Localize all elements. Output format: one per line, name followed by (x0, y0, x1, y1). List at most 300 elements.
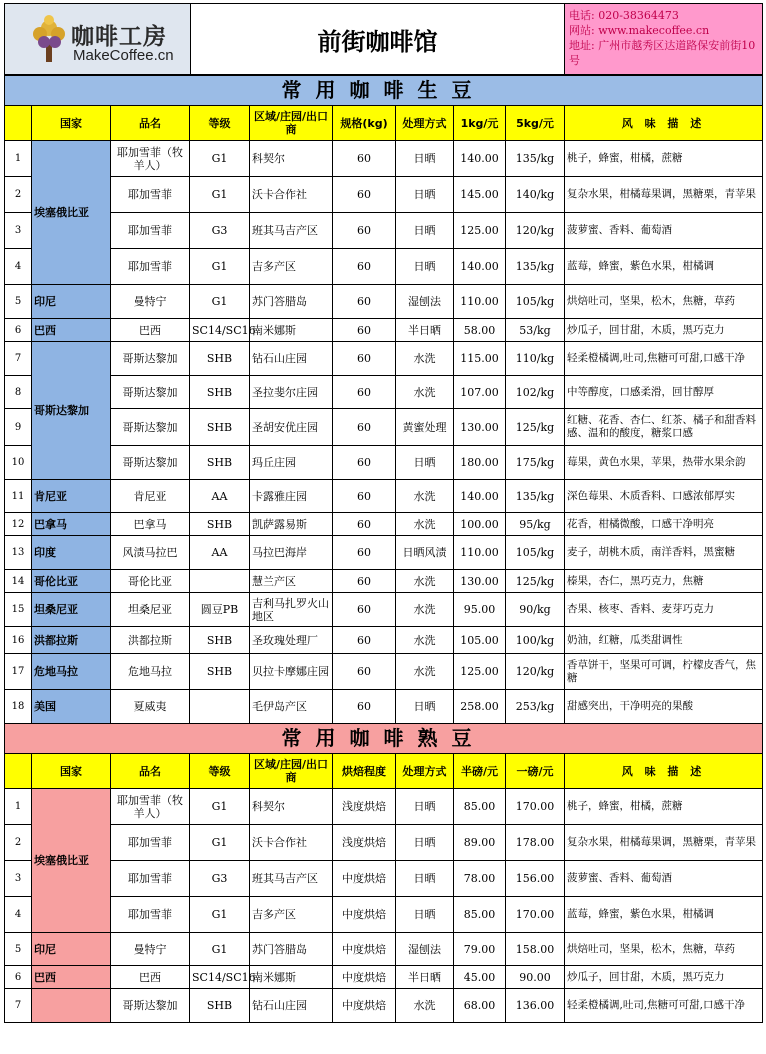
country-cell: 巴西 (32, 966, 111, 989)
product-name: 巴拿马 (111, 513, 190, 536)
product-name: 耶加雪菲 (111, 825, 190, 861)
origin: 吉利马扎罗火山地区 (250, 593, 333, 627)
origin: 毛伊岛产区 (250, 690, 333, 724)
flavor-description: 复杂水果，柑橘莓果调，黑糖栗，青苹果 (565, 825, 763, 861)
product-name: 耶加雪菲（牧羊人） (111, 789, 190, 825)
column-header: 烘焙程度 (333, 754, 396, 789)
flavor-description: 杏果、核枣、香料、麦芽巧克力 (565, 593, 763, 627)
product-name: 哥斯达黎加 (111, 989, 190, 1023)
origin: 马拉巴海岸 (250, 536, 333, 570)
price-sheet (4, 3, 763, 1023)
spec: 60 (333, 249, 396, 285)
table-row (5, 319, 763, 342)
row-number: 12 (5, 513, 32, 536)
phone: 电话: 020-38364473 (569, 9, 679, 22)
table-row (5, 513, 763, 536)
process: 日晒 (396, 897, 454, 933)
product-name: 耶加雪菲（牧羊人） (111, 141, 190, 177)
spec: 60 (333, 177, 396, 213)
row-number: 11 (5, 480, 32, 513)
price-2: 156.00 (506, 861, 565, 897)
grade: G3 (190, 213, 250, 249)
grade: G1 (190, 141, 250, 177)
column-header: 半磅/元 (454, 754, 506, 789)
product-name: 耶加雪菲 (111, 177, 190, 213)
price-1: 95.00 (454, 593, 506, 627)
price-2: 135/kg (506, 480, 565, 513)
price-1: 145.00 (454, 177, 506, 213)
spec: 60 (333, 690, 396, 724)
row-number: 7 (5, 342, 32, 376)
table-row (5, 593, 763, 627)
product-name: 危地马拉 (111, 654, 190, 690)
flavor-description: 桃子，蜂蜜，柑橘，蔗糖 (565, 141, 763, 177)
address: 地址: 广州市越秀区达道路保安前街10号 (569, 39, 756, 67)
table-row (5, 376, 763, 409)
contact-box (565, 4, 762, 74)
country-cell: 肯尼亚 (32, 480, 111, 513)
flavor-description: 红糖、花香、杏仁、红茶、橘子和甜香料感、温和的酸度，糖浆口感 (565, 409, 763, 446)
price-2: 90/kg (506, 593, 565, 627)
table-row (5, 933, 763, 966)
grade: SHB (190, 409, 250, 446)
process: 水洗 (396, 593, 454, 627)
grade: G1 (190, 825, 250, 861)
section-title: 常用咖啡熟豆 (5, 724, 763, 754)
flavor-description: 莓果，黄色水果，苹果，热带水果余韵 (565, 446, 763, 480)
price-1: 130.00 (454, 570, 506, 593)
origin: 凯萨露易斯 (250, 513, 333, 536)
process: 日晒 (396, 446, 454, 480)
origin: 圣玫瑰处理厂 (250, 627, 333, 654)
spec: 60 (333, 480, 396, 513)
row-number: 7 (5, 989, 32, 1023)
process: 日晒 (396, 141, 454, 177)
price-2: 125/kg (506, 409, 565, 446)
column-header-row (5, 106, 763, 141)
process: 湿刨法 (396, 285, 454, 319)
country-cell: 哥伦比亚 (32, 570, 111, 593)
country-cell: 洪都拉斯 (32, 627, 111, 654)
price-1: 45.00 (454, 966, 506, 989)
product-name: 耶加雪菲 (111, 861, 190, 897)
flavor-description: 炒瓜子，回甘甜，木质，黑巧克力 (565, 319, 763, 342)
row-number: 6 (5, 319, 32, 342)
product-name: 哥斯达黎加 (111, 376, 190, 409)
spec: 中度烘焙 (333, 861, 396, 897)
price-1: 140.00 (454, 141, 506, 177)
spec: 60 (333, 409, 396, 446)
price-2: 178.00 (506, 825, 565, 861)
flavor-description: 香草饼干，坚果可可调，柠檬皮香气，焦糖 (565, 654, 763, 690)
spec: 60 (333, 285, 396, 319)
price-1: 140.00 (454, 480, 506, 513)
flavor-description: 菠萝蜜、香料、葡萄酒 (565, 213, 763, 249)
price-1: 78.00 (454, 861, 506, 897)
process: 日晒 (396, 861, 454, 897)
flavor-description: 花香，柑橘微酸，口感干净明亮 (565, 513, 763, 536)
flavor-description: 复杂水果，柑橘莓果调，黑糖栗，青苹果 (565, 177, 763, 213)
flavor-description: 轻柔橙橘调,吐司,焦糖可可甜,口感干净 (565, 342, 763, 376)
column-header: 国家 (32, 106, 111, 141)
grade: SHB (190, 446, 250, 480)
origin: 科契尔 (250, 141, 333, 177)
table-row (5, 480, 763, 513)
spec: 60 (333, 319, 396, 342)
grade: G1 (190, 249, 250, 285)
row-number: 8 (5, 376, 32, 409)
grade: SHB (190, 654, 250, 690)
process: 水洗 (396, 654, 454, 690)
row-number: 5 (5, 285, 32, 319)
price-1: 58.00 (454, 319, 506, 342)
grade: SC14/SC16 (190, 966, 250, 989)
country-cell: 埃塞俄比亚 (32, 141, 111, 285)
column-header-row (5, 754, 763, 789)
process: 日晒 (396, 213, 454, 249)
price-1: 85.00 (454, 897, 506, 933)
table-row (5, 285, 763, 319)
grade: G1 (190, 285, 250, 319)
product-name: 风渍马拉巴 (111, 536, 190, 570)
price-2: 110/kg (506, 342, 565, 376)
row-number: 13 (5, 536, 32, 570)
product-name: 耶加雪菲 (111, 897, 190, 933)
column-header: 国家 (32, 754, 111, 789)
table-row (5, 446, 763, 480)
country-cell: 哥斯达黎加 (32, 342, 111, 480)
product-name: 哥斯达黎加 (111, 409, 190, 446)
flavor-description: 炒瓜子，回甘甜，木质，黑巧克力 (565, 966, 763, 989)
process: 水洗 (396, 989, 454, 1023)
spec: 60 (333, 536, 396, 570)
grade: SC14/SC16 (190, 319, 250, 342)
price-1: 68.00 (454, 989, 506, 1023)
flavor-description: 深色莓果、木质香料、口感浓郁厚实 (565, 480, 763, 513)
grade: G1 (190, 897, 250, 933)
country-cell: 印尼 (32, 933, 111, 966)
row-number: 9 (5, 409, 32, 446)
grade: G3 (190, 861, 250, 897)
spec: 浅度烘焙 (333, 825, 396, 861)
flavor-description: 菠萝蜜、香料、葡萄酒 (565, 861, 763, 897)
price-1: 125.00 (454, 213, 506, 249)
section-title: 常用咖啡生豆 (5, 76, 763, 106)
column-header: 处理方式 (396, 754, 454, 789)
spec: 中度烘焙 (333, 897, 396, 933)
column-header: 区域/庄园/出口商 (250, 754, 333, 789)
row-number: 10 (5, 446, 32, 480)
flavor-description: 甜感突出，干净明亮的果酸 (565, 690, 763, 724)
country-cell: 危地马拉 (32, 654, 111, 690)
row-number: 3 (5, 213, 32, 249)
spec: 60 (333, 376, 396, 409)
country-cell (32, 989, 111, 1023)
origin: 钻石山庄园 (250, 989, 333, 1023)
flavor-description: 烘焙吐司，坚果，松木，焦糖，草药 (565, 933, 763, 966)
price-2: 102/kg (506, 376, 565, 409)
grade: SHB (190, 627, 250, 654)
price-2: 175/kg (506, 446, 565, 480)
column-header: 一磅/元 (506, 754, 565, 789)
spec: 60 (333, 213, 396, 249)
spec: 60 (333, 570, 396, 593)
product-name: 哥斯达黎加 (111, 446, 190, 480)
table-row (5, 536, 763, 570)
price-1: 115.00 (454, 342, 506, 376)
origin: 苏门答腊岛 (250, 285, 333, 319)
price-1: 110.00 (454, 285, 506, 319)
row-number: 17 (5, 654, 32, 690)
grade: SHB (190, 376, 250, 409)
grade: SHB (190, 342, 250, 376)
origin: 慧兰产区 (250, 570, 333, 593)
table-row (5, 825, 763, 861)
coffee-tree-icon (31, 14, 67, 64)
origin: 玛丘庄园 (250, 446, 333, 480)
origin: 贝拉卡摩娜庄园 (250, 654, 333, 690)
price-2: 105/kg (506, 536, 565, 570)
country-cell: 印尼 (32, 285, 111, 319)
row-number: 18 (5, 690, 32, 724)
price-2: 170.00 (506, 897, 565, 933)
origin: 苏门答腊岛 (250, 933, 333, 966)
spec: 中度烘焙 (333, 989, 396, 1023)
column-header-blank (5, 106, 32, 141)
header (4, 3, 763, 75)
price-1: 105.00 (454, 627, 506, 654)
product-name: 肯尼亚 (111, 480, 190, 513)
price-1: 180.00 (454, 446, 506, 480)
grade: G1 (190, 933, 250, 966)
product-name: 曼特宁 (111, 933, 190, 966)
price-2: 90.00 (506, 966, 565, 989)
flavor-description: 麦子，胡桃木质，南洋香料，黑蜜糖 (565, 536, 763, 570)
product-name: 曼特宁 (111, 285, 190, 319)
origin: 沃卡合作社 (250, 177, 333, 213)
row-number: 14 (5, 570, 32, 593)
origin: 科契尔 (250, 789, 333, 825)
spec: 60 (333, 593, 396, 627)
process: 日晒 (396, 690, 454, 724)
row-number: 16 (5, 627, 32, 654)
spec: 60 (333, 513, 396, 536)
table-row (5, 989, 763, 1023)
column-header: 规格(kg) (333, 106, 396, 141)
process: 日晒 (396, 249, 454, 285)
website: 网站: www.makecoffee.cn (569, 24, 710, 37)
price-2: 125/kg (506, 570, 565, 593)
product-name: 巴西 (111, 966, 190, 989)
price-2: 95/kg (506, 513, 565, 536)
table-row (5, 789, 763, 825)
flavor-description: 榛果，杏仁，黑巧克力，焦糖 (565, 570, 763, 593)
row-number: 3 (5, 861, 32, 897)
origin: 吉多产区 (250, 249, 333, 285)
process: 半日晒 (396, 319, 454, 342)
row-number: 2 (5, 825, 32, 861)
column-header: 品名 (111, 754, 190, 789)
grade: AA (190, 480, 250, 513)
price-2: 105/kg (506, 285, 565, 319)
process: 水洗 (396, 627, 454, 654)
spec: 60 (333, 342, 396, 376)
section-title-row (5, 76, 763, 106)
price-2: 253/kg (506, 690, 565, 724)
price-1: 100.00 (454, 513, 506, 536)
row-number: 1 (5, 789, 32, 825)
grade: SHB (190, 513, 250, 536)
table-row (5, 141, 763, 177)
product-name: 巴西 (111, 319, 190, 342)
table-row (5, 627, 763, 654)
flavor-description: 奶油，红糖，瓜类甜调性 (565, 627, 763, 654)
price-2: 136.00 (506, 989, 565, 1023)
process: 黄蜜处理 (396, 409, 454, 446)
section-title-row (5, 724, 763, 754)
product-name: 哥伦比亚 (111, 570, 190, 593)
origin: 沃卡合作社 (250, 825, 333, 861)
column-header: 品名 (111, 106, 190, 141)
grade: G1 (190, 789, 250, 825)
grade: G1 (190, 177, 250, 213)
process: 日晒 (396, 789, 454, 825)
grade: 圆豆PB (190, 593, 250, 627)
row-number: 1 (5, 141, 32, 177)
price-1: 79.00 (454, 933, 506, 966)
price-1: 107.00 (454, 376, 506, 409)
origin: 南米娜斯 (250, 966, 333, 989)
price-1: 85.00 (454, 789, 506, 825)
price-2: 120/kg (506, 213, 565, 249)
table-row (5, 570, 763, 593)
table-row (5, 213, 763, 249)
table-row (5, 897, 763, 933)
process: 日晒 (396, 177, 454, 213)
spec: 60 (333, 627, 396, 654)
price-1: 258.00 (454, 690, 506, 724)
row-number: 15 (5, 593, 32, 627)
origin: 班其马吉产区 (250, 861, 333, 897)
country-cell: 埃塞俄比亚 (32, 789, 111, 933)
row-number: 5 (5, 933, 32, 966)
logo-cn: 咖啡工房 (71, 24, 167, 50)
row-number: 2 (5, 177, 32, 213)
column-header: 5kg/元 (506, 106, 565, 141)
column-header: 风 味 描 述 (565, 754, 763, 789)
process: 水洗 (396, 480, 454, 513)
column-header: 1kg/元 (454, 106, 506, 141)
spec: 浅度烘焙 (333, 789, 396, 825)
price-2: 135/kg (506, 249, 565, 285)
flavor-description: 中等醇度，口感柔滑，回甘醇厚 (565, 376, 763, 409)
origin: 圣胡安优庄园 (250, 409, 333, 446)
shop-name: 前街咖啡馆 (191, 4, 565, 74)
price-table (4, 75, 763, 1023)
price-1: 125.00 (454, 654, 506, 690)
table-row (5, 409, 763, 446)
price-2: 53/kg (506, 319, 565, 342)
table-row (5, 177, 763, 213)
product-name: 坦桑尼亚 (111, 593, 190, 627)
country-cell: 美国 (32, 690, 111, 724)
price-1: 110.00 (454, 536, 506, 570)
spec: 60 (333, 654, 396, 690)
column-header: 区域/庄园/出口商 (250, 106, 333, 141)
grade (190, 570, 250, 593)
price-2: 140/kg (506, 177, 565, 213)
spec: 60 (333, 446, 396, 480)
country-cell: 印度 (32, 536, 111, 570)
price-2: 120/kg (506, 654, 565, 690)
column-header: 等级 (190, 754, 250, 789)
process: 水洗 (396, 376, 454, 409)
table-row (5, 249, 763, 285)
flavor-description: 蓝莓，蜂蜜，紫色水果，柑橘调 (565, 249, 763, 285)
origin: 圣拉斐尔庄园 (250, 376, 333, 409)
flavor-description: 轻柔橙橘调,吐司,焦糖可可甜,口感干净 (565, 989, 763, 1023)
logo (5, 4, 191, 74)
country-cell: 巴西 (32, 319, 111, 342)
row-number: 6 (5, 966, 32, 989)
price-2: 100/kg (506, 627, 565, 654)
logo-en: MakeCoffee.cn (73, 47, 174, 64)
process: 湿刨法 (396, 933, 454, 966)
origin: 南米娜斯 (250, 319, 333, 342)
flavor-description: 蓝莓，蜂蜜，紫色水果，柑橘调 (565, 897, 763, 933)
origin: 钻石山庄园 (250, 342, 333, 376)
product-name: 哥斯达黎加 (111, 342, 190, 376)
table-row (5, 966, 763, 989)
row-number: 4 (5, 249, 32, 285)
table-row (5, 861, 763, 897)
country-cell: 坦桑尼亚 (32, 593, 111, 627)
price-1: 130.00 (454, 409, 506, 446)
grade: SHB (190, 989, 250, 1023)
column-header: 处理方式 (396, 106, 454, 141)
price-2: 158.00 (506, 933, 565, 966)
price-2: 135/kg (506, 141, 565, 177)
origin: 班其马吉产区 (250, 213, 333, 249)
flavor-description: 烘焙吐司，坚果，松木，焦糖，草药 (565, 285, 763, 319)
price-1: 89.00 (454, 825, 506, 861)
column-header: 风 味 描 述 (565, 106, 763, 141)
price-1: 140.00 (454, 249, 506, 285)
price-2: 170.00 (506, 789, 565, 825)
country-cell: 巴拿马 (32, 513, 111, 536)
process: 日晒 (396, 825, 454, 861)
row-number: 4 (5, 897, 32, 933)
process: 水洗 (396, 342, 454, 376)
column-header-blank (5, 754, 32, 789)
process: 日晒风渍 (396, 536, 454, 570)
column-header: 等级 (190, 106, 250, 141)
product-name: 洪都拉斯 (111, 627, 190, 654)
grade (190, 690, 250, 724)
origin: 卡露雅庄园 (250, 480, 333, 513)
process: 半日晒 (396, 966, 454, 989)
product-name: 夏威夷 (111, 690, 190, 724)
table-row (5, 690, 763, 724)
process: 水洗 (396, 570, 454, 593)
flavor-description: 桃子，蜂蜜，柑橘，蔗糖 (565, 789, 763, 825)
spec: 中度烘焙 (333, 933, 396, 966)
table-row (5, 342, 763, 376)
product-name: 耶加雪菲 (111, 213, 190, 249)
process: 水洗 (396, 513, 454, 536)
table-row (5, 654, 763, 690)
grade: AA (190, 536, 250, 570)
